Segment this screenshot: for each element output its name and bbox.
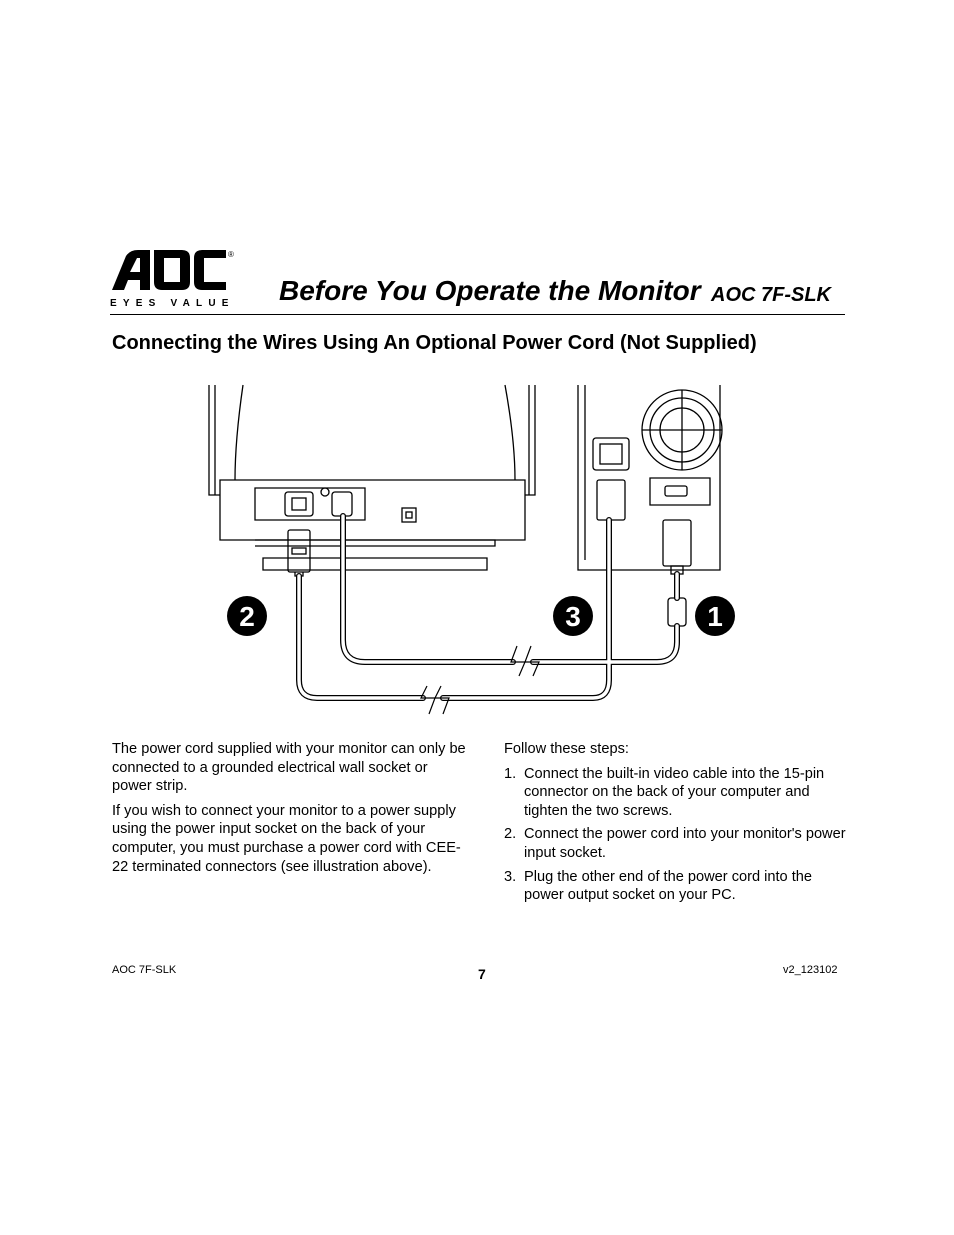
model-name: AOC 7F-SLK <box>711 284 831 306</box>
step-number: 3. <box>504 868 517 885</box>
callout-2: 2 <box>239 601 255 632</box>
callout-3: 3 <box>565 601 581 632</box>
steps-intro: Follow these steps: <box>504 741 629 757</box>
steps-list <box>504 765 849 905</box>
page-title: Before You Operate the Monitor <box>279 275 701 306</box>
callout-1: 1 <box>707 601 723 632</box>
step-number: 2. <box>504 826 517 843</box>
step-text: Plug the other end of the power cord into the power output socket on your PC. <box>524 868 813 904</box>
step-item <box>504 825 849 862</box>
footer-model: AOC 7F-SLK <box>112 964 177 976</box>
step-item <box>504 868 849 905</box>
right-column <box>504 740 849 910</box>
paragraph-optional-cord: If you wish to connect your monitor to a power supply using the power input socket on the back of your computer, you must purchase a power cord with CEE-22 terminated connectors (see illustration above). <box>112 802 461 875</box>
step-item <box>504 765 849 821</box>
step-text: Connect the built-in video cable into the 15-pin connector on the back of your computer and tighten the two screws. <box>524 765 825 819</box>
footer-version: v2_123102 <box>783 964 838 976</box>
left-column <box>112 740 467 882</box>
connection-illustration <box>195 380 750 720</box>
step-number: 1. <box>504 765 517 782</box>
header-rule <box>110 314 845 315</box>
paragraph-power-cord: The power cord supplied with your monitor can only be connected to a grounded electrical wall socket or power strip. <box>112 741 466 795</box>
page-number: 7 <box>478 966 486 982</box>
logo-tagline: EYES VALUE <box>110 298 235 309</box>
registered-mark: ® <box>228 250 234 259</box>
section-heading: Connecting the Wires Using An Optional Power Cord (Not Supplied) <box>112 332 757 354</box>
step-text: Connect the power cord into your monitor's power input socket. <box>524 826 846 861</box>
